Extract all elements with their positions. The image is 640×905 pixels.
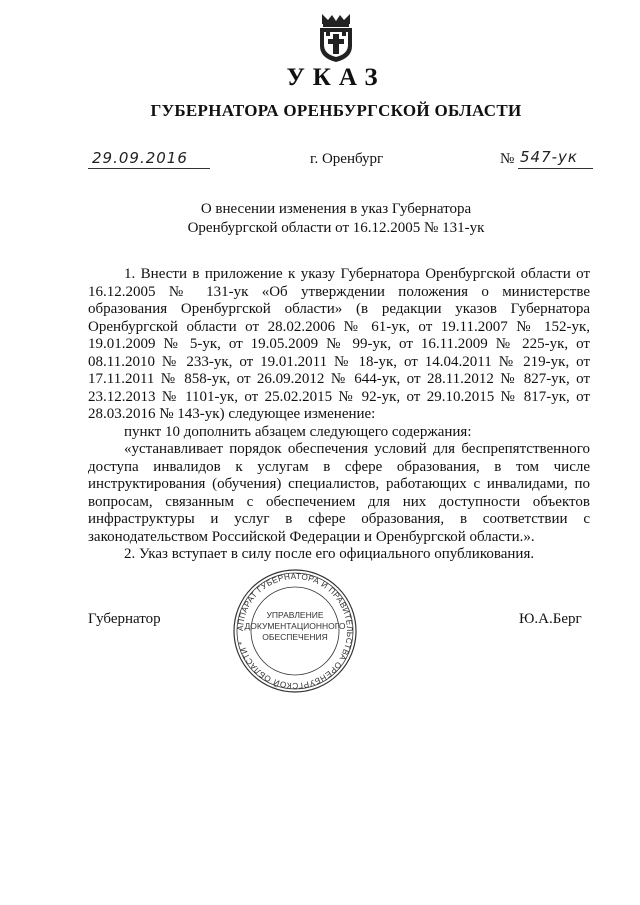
number-underline: [518, 168, 593, 169]
decree-title: УКАЗ: [286, 64, 386, 91]
decree-subject: [120, 200, 552, 238]
stamp-line-1: УПРАВЛЕНИЕ: [266, 610, 324, 620]
paragraph-1: 1. Внести в приложение к указу Губернатора Оренбургской области от 16.12.2005 № 131-ук «Об утверждении положения о министерстве образования Оренбургской области» (в редакции указов Губернатора Оренбургской области от 28.02.2006 № 61-ук, от 19.11.2007 № 152-ук, 19.01.2009 № 5-ук, от 19.05.2009 № 99-ук, от 16.11.2009 № 225-ук, от 08.11.2010 № 233-ук, от 19.01.2011 № 18-ук, от 14.04.2011 № 219-ук, от 17.11.2011 № 858-ук, от 26.09.2012 № 644-ук, от 28.11.2012 № 827-ук, от 23.12.2013 № 1101-ук, от 25.02.2015 № 92-ук, от 29.10.2015 № 817-ук, от 28.03.2016 № 143-ук) следующее изменение:: [88, 266, 590, 422]
stamp-line-3: ОБЕСПЕЧЕНИЯ: [262, 632, 328, 642]
signer-name: Ю.А.Берг: [519, 611, 582, 627]
stamp-center-text: [232, 610, 358, 643]
decree-body: [88, 266, 590, 564]
decree-city: г. Оренбург: [310, 151, 384, 167]
decree-number: 547-ук: [520, 148, 578, 166]
subject-line-1: О внесении изменения в указ Губернатора: [200, 201, 472, 217]
subject-line-2: Оренбургской области от 16.12.2005 № 131-ук: [187, 220, 485, 236]
stamp-ring-text: АППАРАТ ГУБЕРНАТОРА И ПРАВИТЕЛЬСТВА ОРЕНБУРГСКОЙ ОБЛАСТИ *: [235, 571, 355, 691]
paragraph-4: 2. Указ вступает в силу после его официального опубликования.: [124, 546, 535, 562]
decree-date: 29.09.2016: [92, 149, 188, 167]
coat-of-arms-icon: [314, 12, 358, 64]
paragraph-2: пункт 10 дополнить абзацем следующего содержания:: [124, 423, 472, 440]
number-label: №: [500, 151, 515, 167]
decree-subtitle: ГУБЕРНАТОРА ОРЕНБУРГСКОЙ ОБЛАСТИ: [150, 101, 522, 120]
stamp-line-2: ДОКУМЕНТАЦИОННОГО: [244, 621, 346, 631]
signer-position: Губернатор: [88, 611, 161, 627]
paragraph-3: «устанавливает порядок обеспечения условий для беспрепятственного доступа инвалидов к услугам в сфере образования, в том числе инструктирования (обучения) специалистов, работающих с инвалидами, по вопросам, связанным с обеспечением для них доступности объектов инфраструктуры и услуг в сфере образования, в соответствии с законодательством Российской Федерации и Оренбургской области.».: [88, 441, 590, 545]
date-underline: [88, 168, 210, 169]
